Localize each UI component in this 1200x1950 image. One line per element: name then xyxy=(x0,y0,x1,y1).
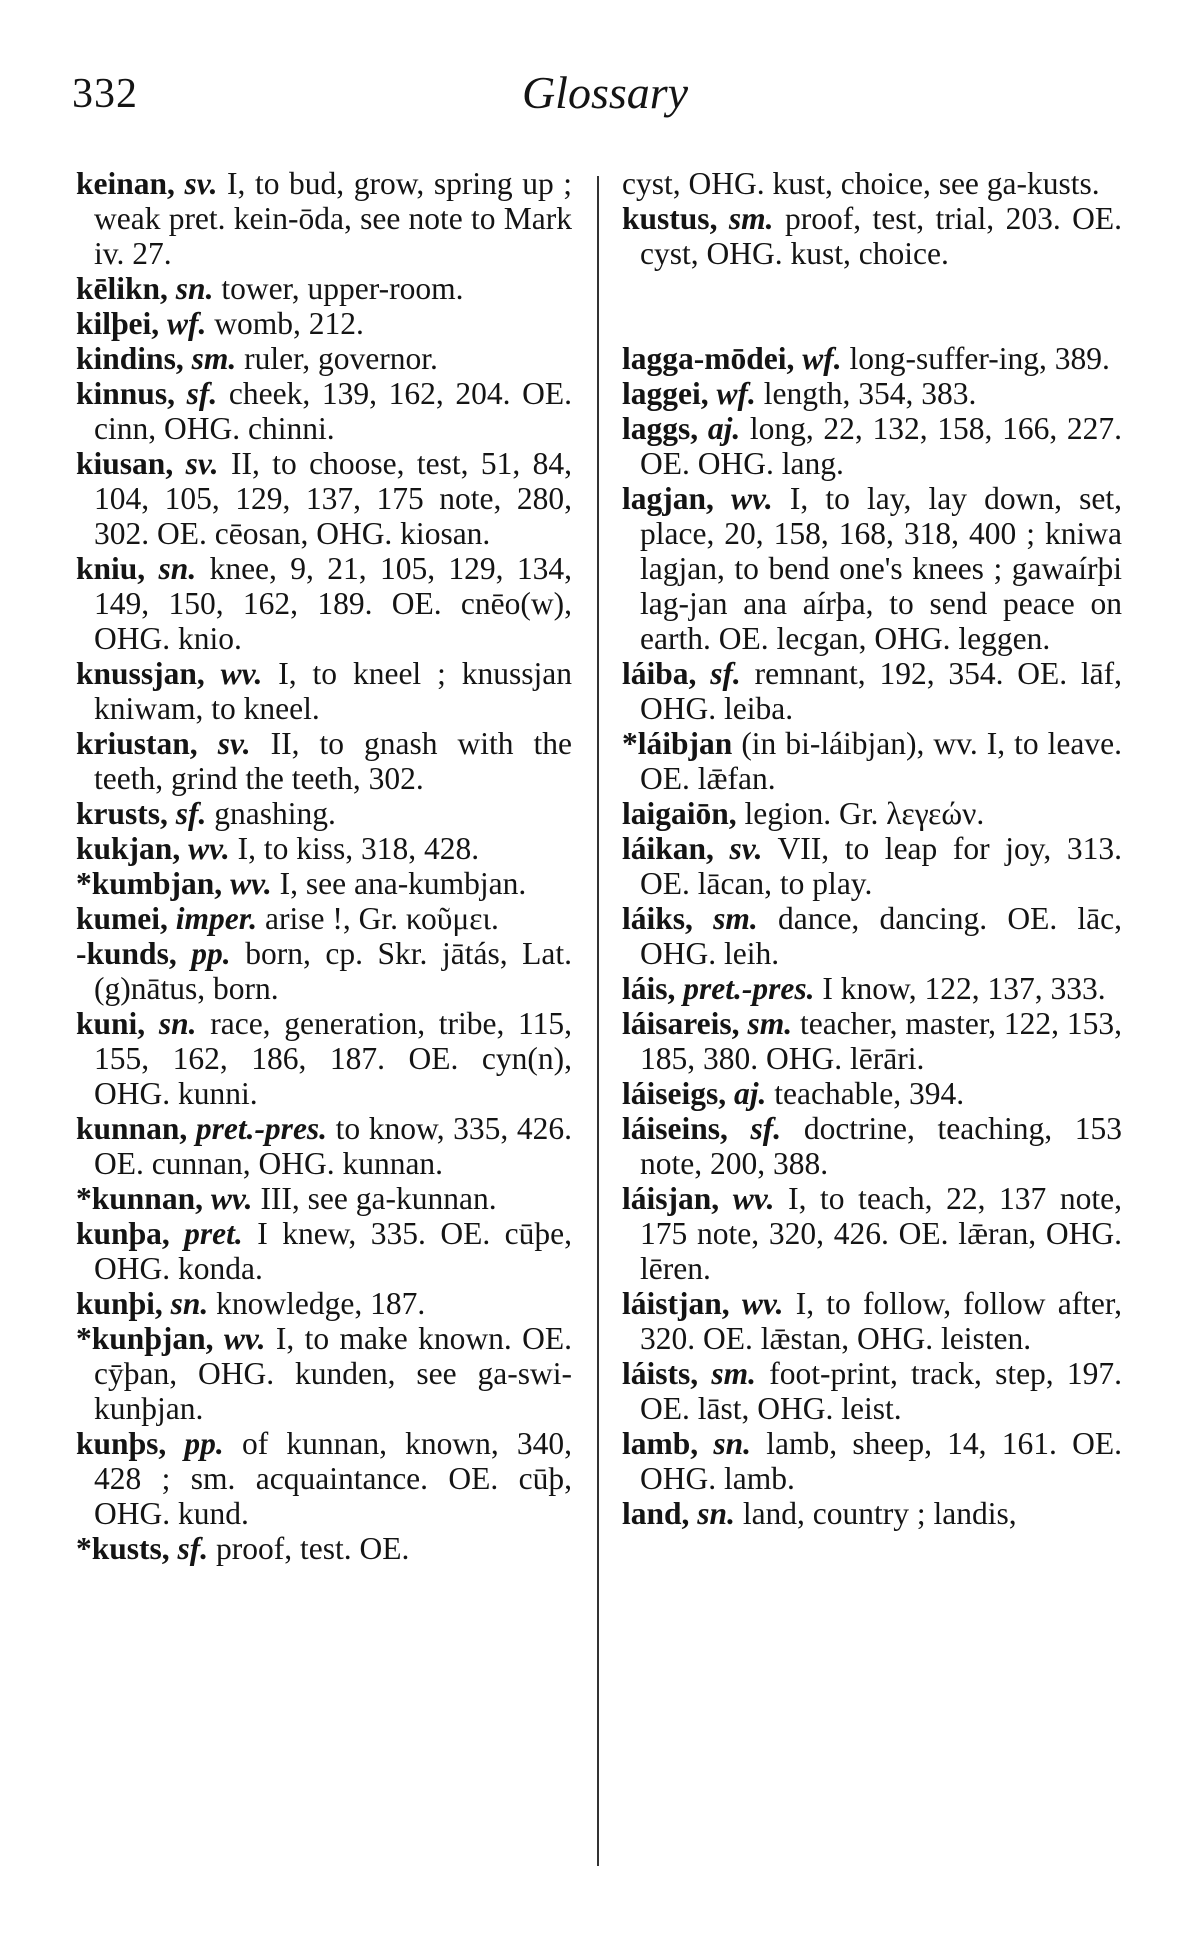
headword: kinnus, xyxy=(76,376,175,411)
grammar-label: sm. xyxy=(747,1006,793,1041)
definition: proof, test, trial, 203. OE. cyst, OHG. kust, choice. xyxy=(640,201,1123,271)
glossary-entry xyxy=(76,1006,572,1111)
definition: remnant, 192, 354. OE. lāf, OHG. leiba. xyxy=(640,656,1123,726)
glossary-entry xyxy=(76,271,572,306)
definition: doctrine, teaching, 153 note, 200, 388. xyxy=(640,1111,1122,1181)
definition: foot-print, track, step, 197. OE. lāst, OHG. leist. xyxy=(640,1356,1123,1426)
glossary-entry xyxy=(622,481,1122,656)
grammar-label: aj. xyxy=(734,1076,767,1111)
grammar-label: sn. xyxy=(175,271,214,306)
grammar-label: sf. xyxy=(750,1111,782,1146)
headword: kunþi, xyxy=(76,1286,163,1321)
headword: láiks, xyxy=(622,901,693,936)
definition: I, to make known. OE. cȳþan, OHG. kunden, see ga-swi-kunþjan. xyxy=(94,1321,572,1426)
grammar-label: sn. xyxy=(713,1426,752,1461)
definition: race, generation, tribe, 115, 155, 162, 186, 187. OE. cyn(n), OHG. kunni. xyxy=(94,1006,573,1111)
glossary-entry xyxy=(622,1111,1122,1181)
grammar-label: sm. xyxy=(191,341,237,376)
grammar-label: sm. xyxy=(713,901,758,936)
headword: lagga-mōdei, xyxy=(622,341,795,376)
definition: I, to kiss, 318, 428. xyxy=(237,831,480,866)
page-title: Glossary xyxy=(521,67,689,118)
section-gap xyxy=(622,271,1122,341)
definition: I, to teach, 22, 137 note, 175 note, 320, 426. OE. lǣran, OHG. lēren. xyxy=(640,1181,1123,1286)
definition: teachable, 394. xyxy=(774,1076,965,1111)
headword: láikan, xyxy=(622,831,714,866)
definition: dance, dancing. OE. lāc, OHG. leih. xyxy=(640,901,1122,971)
grammar-label: sf. xyxy=(177,1531,209,1566)
grammar-label: pret.-pres. xyxy=(195,1111,328,1146)
grammar-label: wf. xyxy=(802,341,842,376)
definition: II, to choose, test, 51, 84, 104, 105, 129, 137, 175 note, 280, 302. OE. cēosan, OHG. kiosan. xyxy=(94,446,573,551)
definition: tower, upper-room. xyxy=(221,271,464,306)
definition: (in bi-láibjan), wv. I, to leave. OE. lǣfan. xyxy=(640,726,1122,796)
grammar-label: sf. xyxy=(175,796,207,831)
headword: kukjan, xyxy=(76,831,181,866)
grammar-label: wv. xyxy=(188,831,230,866)
headword: kunþs, xyxy=(76,1426,167,1461)
definition: VII, to leap for joy, 313. OE. lācan, to play. xyxy=(640,831,1122,901)
definition: long-suffer-ing, 389. xyxy=(849,341,1110,376)
headword: láisjan, xyxy=(622,1181,720,1216)
definition: III, see ga-kunnan. xyxy=(260,1181,497,1216)
headword: kumei, xyxy=(76,901,168,936)
definition: II, to gnash with the teeth, grind the teeth, 302. xyxy=(94,726,573,796)
glossary-entry xyxy=(76,376,572,446)
left-column xyxy=(76,166,572,1566)
glossary-entry xyxy=(76,866,572,901)
glossary-entry xyxy=(76,656,572,726)
definition: gnashing. xyxy=(214,796,336,831)
definition: I, to lay, lay down, set, place, 20, 158, 168, 318, 400 ; kniwa lagjan, to bend one's knees ; gawaírþi lag-jan ana aírþa, to send peace on earth. OE. lecgan, OHG. leggen. xyxy=(640,481,1123,656)
glossary-entry xyxy=(622,341,1122,376)
headword: láisareis, xyxy=(622,1006,740,1041)
headword: láiba, xyxy=(622,656,697,691)
headword: keinan, xyxy=(76,166,175,201)
definition: land, country ; landis, xyxy=(742,1496,1017,1531)
glossary-entry xyxy=(622,901,1122,971)
grammar-label: sv. xyxy=(184,166,218,201)
grammar-label: sm. xyxy=(711,1356,756,1391)
glossary-entry xyxy=(622,971,1122,1006)
glossary-entry xyxy=(76,901,572,936)
glossary-entry xyxy=(76,831,572,866)
grammar-label: wv. xyxy=(230,866,272,901)
headword: láiseigs, xyxy=(622,1076,727,1111)
definition: I know, 122, 137, 333. xyxy=(822,971,1106,1006)
definition: cyst, OHG. kust, choice, see ga-kusts. xyxy=(622,166,1100,201)
headword: láiseins, xyxy=(622,1111,728,1146)
glossary-entry xyxy=(76,1111,572,1181)
grammar-label: wf. xyxy=(716,376,756,411)
definition: womb, 212. xyxy=(214,306,364,341)
definition: knowledge, 187. xyxy=(216,1286,426,1321)
headword: láistjan, xyxy=(622,1286,730,1321)
grammar-label: wv. xyxy=(220,656,263,691)
headword: kunnan, xyxy=(76,1111,188,1146)
glossary-entry xyxy=(76,551,572,656)
grammar-label: pp. xyxy=(191,936,231,971)
definition: I, see ana-kumbjan. xyxy=(279,866,527,901)
headword: *kusts, xyxy=(76,1531,170,1566)
headword: kniu, xyxy=(76,551,146,586)
grammar-label: imper. xyxy=(175,901,258,936)
glossary-entry xyxy=(622,1426,1122,1496)
headword: knussjan, xyxy=(76,656,205,691)
definition: teacher, master, 122, 153, 185, 380. OHG. lērāri. xyxy=(640,1006,1122,1076)
glossary-entry xyxy=(622,1181,1122,1286)
definition: arise !, Gr. κοῦμει. xyxy=(265,901,499,936)
headword: láists, xyxy=(622,1356,699,1391)
grammar-label: sf. xyxy=(186,376,218,411)
grammar-label: sn. xyxy=(697,1496,735,1531)
headword: kustus, xyxy=(622,201,718,236)
glossary-entry xyxy=(76,341,572,376)
definition: legion. Gr. λεγεών. xyxy=(744,796,985,831)
headword: laggs, xyxy=(622,411,699,446)
glossary-entry xyxy=(76,1286,572,1321)
glossary-entry xyxy=(76,446,572,551)
glossary-entry xyxy=(76,796,572,831)
glossary-entry xyxy=(622,656,1122,726)
grammar-label: sv. xyxy=(185,446,219,481)
definition: lamb, sheep, 14, 161. OE. OHG. lamb. xyxy=(640,1426,1123,1496)
headword: laggei, xyxy=(622,376,709,411)
grammar-label: sv. xyxy=(729,831,763,866)
column-divider xyxy=(597,176,599,1866)
headword: kiusan, xyxy=(76,446,174,481)
glossary-entry xyxy=(76,1216,572,1286)
grammar-label: sn. xyxy=(158,551,197,586)
glossary-entry xyxy=(622,1356,1122,1426)
headword: *kunþjan, xyxy=(76,1321,214,1356)
glossary-entry xyxy=(622,1006,1122,1076)
glossary-entry xyxy=(622,166,1122,201)
grammar-label: wv. xyxy=(223,1321,266,1356)
glossary-entry xyxy=(76,1321,572,1426)
right-column xyxy=(622,166,1122,1531)
definition: I, to kneel ; knussjan kniwam, to kneel. xyxy=(94,656,573,726)
definition: cheek, 139, 162, 204. OE. cinn, OHG. chinni. xyxy=(94,376,572,446)
grammar-label: wv. xyxy=(732,1181,775,1216)
page-number: 332 xyxy=(72,71,138,117)
grammar-label: sn. xyxy=(158,1006,197,1041)
grammar-label: sf. xyxy=(710,656,741,691)
grammar-label: pp. xyxy=(184,1426,224,1461)
definition: I, to bud, grow, spring up ; weak pret. kein-ōda, see note to Mark iv. 27. xyxy=(94,166,573,271)
glossary-entry xyxy=(76,936,572,1006)
headword: krusts, xyxy=(76,796,168,831)
definition: knee, 9, 21, 105, 129, 134, 149, 150, 162, 189. OE. cnēo(w), OHG. knio. xyxy=(94,551,573,656)
definition: I, to follow, follow after, 320. OE. lǣstan, OHG. leisten. xyxy=(640,1286,1123,1356)
headword: *kunnan, xyxy=(76,1181,203,1216)
glossary-entry xyxy=(76,306,572,341)
glossary-entry xyxy=(622,796,1122,831)
glossary-entry xyxy=(622,726,1122,796)
glossary-entry xyxy=(622,1286,1122,1356)
definition: I knew, 335. OE. cūþe, OHG. konda. xyxy=(94,1216,572,1286)
grammar-label: sn. xyxy=(170,1286,209,1321)
grammar-label: sm. xyxy=(728,201,774,236)
grammar-label: sv. xyxy=(217,726,251,761)
headword: kuni, xyxy=(76,1006,146,1041)
definition: to know, 335, 426. OE. cunnan, OHG. kunnan. xyxy=(94,1111,572,1181)
glossary-entry xyxy=(622,376,1122,411)
glossary-entry xyxy=(622,1496,1122,1531)
headword: *kumbjan, xyxy=(76,866,223,901)
definition: born, cp. Skr. jātás, Lat. (g)nātus, born. xyxy=(94,936,572,1006)
glossary-entry xyxy=(76,1426,572,1531)
glossary-entry xyxy=(76,1181,572,1216)
right-column-continuation xyxy=(622,166,1122,271)
headword: kindins, xyxy=(76,341,184,376)
headword: land, xyxy=(622,1496,690,1531)
headword: kēlikn, xyxy=(76,271,168,306)
headword: *láibjan xyxy=(622,726,733,761)
definition: length, 354, 383. xyxy=(763,376,977,411)
definition: ruler, governor. xyxy=(244,341,438,376)
headword: kilþei, xyxy=(76,306,160,341)
grammar-label: wf. xyxy=(167,306,207,341)
glossary-entry xyxy=(622,831,1122,901)
glossary-entry xyxy=(622,201,1122,271)
headword: kriustan, xyxy=(76,726,198,761)
grammar-label: wv. xyxy=(731,481,773,516)
headword: -kunds, xyxy=(76,936,177,971)
headword: lamb, xyxy=(622,1426,699,1461)
headword: láis, xyxy=(622,971,676,1006)
grammar-label: pret.-pres. xyxy=(683,971,815,1006)
headword: laigaiōn, xyxy=(622,796,737,831)
glossary-entry xyxy=(622,1076,1122,1111)
definition: long, 22, 132, 158, 166, 227. OE. OHG. lang. xyxy=(640,411,1122,481)
headword: lagjan, xyxy=(622,481,714,516)
grammar-label: pret. xyxy=(184,1216,243,1251)
grammar-label: wv. xyxy=(210,1181,253,1216)
grammar-label: wv. xyxy=(741,1286,784,1321)
grammar-label: aj. xyxy=(707,411,741,446)
glossary-entry xyxy=(76,726,572,796)
definition: of kunnan, known, 340, 428 ; sm. acquaintance. OE. cūþ, OHG. kund. xyxy=(94,1426,573,1531)
glossary-entry xyxy=(76,166,572,271)
right-column-entries xyxy=(622,341,1122,1531)
glossary-entry xyxy=(76,1531,572,1566)
definition: proof, test. OE. xyxy=(216,1531,410,1566)
headword: kunþa, xyxy=(76,1216,170,1251)
glossary-entry xyxy=(622,411,1122,481)
